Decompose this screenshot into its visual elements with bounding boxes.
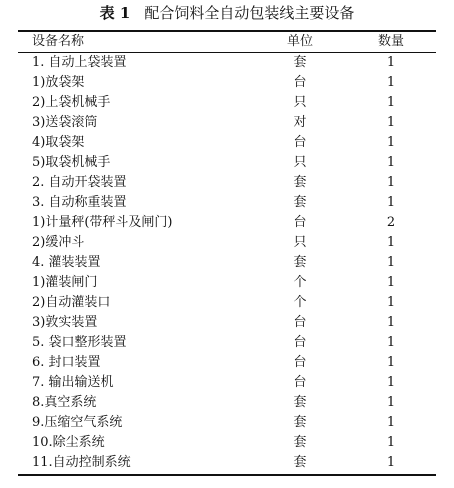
equipment-name-cell: 9.压缩空气系统 (32, 415, 123, 430)
column-header-name: 设备名称 (32, 34, 85, 49)
quantity-cell: 1 (386, 115, 396, 130)
table-row (18, 253, 436, 273)
table-row (18, 353, 436, 373)
column-header-quantity: 数量 (377, 34, 404, 49)
quantity-cell: 1 (386, 95, 396, 110)
table-header-row (18, 32, 436, 52)
table-row (18, 453, 436, 473)
table-row (18, 293, 436, 313)
table-row (18, 133, 436, 153)
unit-cell: 台 (293, 135, 307, 150)
table-row (18, 73, 436, 93)
column-header-unit: 单位 (286, 34, 313, 49)
equipment-name-cell: 2)自动灌装口 (32, 295, 111, 310)
table-row (18, 213, 436, 233)
unit-cell: 台 (293, 215, 307, 230)
equipment-name-cell: 11.自动控制系统 (32, 455, 131, 470)
quantity-cell: 1 (386, 255, 396, 270)
quantity-cell: 1 (386, 315, 396, 330)
unit-cell: 个 (293, 295, 307, 310)
unit-cell: 套 (293, 175, 307, 190)
unit-cell: 台 (293, 335, 307, 350)
quantity-cell: 1 (386, 55, 396, 70)
equipment-name-cell: 2)缓冲斗 (32, 235, 85, 250)
equipment-name-cell: 3)送袋滚筒 (32, 115, 98, 130)
unit-cell: 套 (293, 55, 307, 70)
quantity-cell: 1 (386, 195, 396, 210)
quantity-cell: 1 (386, 335, 396, 350)
table-row (18, 193, 436, 213)
equipment-name-cell: 4. 灌装装置 (32, 255, 101, 270)
unit-cell: 对 (293, 115, 307, 130)
quantity-cell: 1 (386, 75, 396, 90)
equipment-name-cell: 2. 自动开袋装置 (32, 175, 127, 190)
table-row (18, 413, 436, 433)
unit-cell: 套 (293, 195, 307, 210)
table-row (18, 433, 436, 453)
unit-cell: 套 (293, 395, 307, 410)
equipment-name-cell: 3. 自动称重装置 (32, 195, 127, 210)
unit-cell: 套 (293, 255, 307, 270)
table-number: 表 1 (99, 4, 131, 22)
equipment-name-cell: 5. 袋口整形装置 (32, 335, 127, 350)
quantity-cell: 2 (386, 215, 396, 230)
table-row (18, 233, 436, 253)
table-row (18, 333, 436, 353)
quantity-cell: 1 (386, 415, 396, 430)
equipment-table (18, 32, 436, 473)
unit-cell: 个 (293, 275, 307, 290)
equipment-name-cell: 1)计量秤(带秤斗及闸门) (32, 215, 173, 230)
table-row (18, 113, 436, 133)
table-row (18, 373, 436, 393)
unit-cell: 只 (293, 235, 307, 250)
equipment-name-cell: 8.真空系统 (32, 395, 97, 410)
bottom-rule (18, 474, 436, 476)
unit-cell: 套 (293, 415, 307, 430)
quantity-cell: 1 (386, 235, 396, 250)
unit-cell: 套 (293, 455, 307, 470)
equipment-name-cell: 1)放袋架 (32, 75, 85, 90)
quantity-cell: 1 (386, 155, 396, 170)
quantity-cell: 1 (386, 375, 396, 390)
unit-cell: 台 (293, 315, 307, 330)
equipment-name-cell: 1)灌装闸门 (32, 275, 98, 290)
equipment-name-cell: 1. 自动上袋装置 (32, 55, 127, 70)
table-row (18, 153, 436, 173)
quantity-cell: 1 (386, 455, 396, 470)
quantity-cell: 1 (386, 275, 396, 290)
equipment-name-cell: 7. 输出输送机 (32, 375, 114, 390)
table-row (18, 52, 436, 73)
quantity-cell: 1 (386, 295, 396, 310)
table-row (18, 393, 436, 413)
table-caption (0, 2, 454, 24)
quantity-cell: 1 (386, 435, 396, 450)
equipment-name-cell: 6. 封口装置 (32, 355, 101, 370)
equipment-name-cell: 10.除尘系统 (32, 435, 105, 450)
equipment-name-cell: 5)取袋机械手 (32, 155, 111, 170)
equipment-name-cell: 4)取袋架 (32, 135, 85, 150)
table-row (18, 173, 436, 193)
table-row (18, 273, 436, 293)
quantity-cell: 1 (386, 355, 396, 370)
table-row (18, 313, 436, 333)
quantity-cell: 1 (386, 135, 396, 150)
unit-cell: 套 (293, 435, 307, 450)
unit-cell: 台 (293, 355, 307, 370)
unit-cell: 只 (293, 155, 307, 170)
equipment-name-cell: 2)上袋机械手 (32, 95, 111, 110)
quantity-cell: 1 (386, 175, 396, 190)
equipment-name-cell: 3)敦实装置 (32, 315, 98, 330)
quantity-cell: 1 (386, 395, 396, 410)
table-title: 配合饲料全自动包装线主要设备 (144, 4, 355, 22)
unit-cell: 只 (293, 95, 307, 110)
unit-cell: 台 (293, 75, 307, 90)
table-row (18, 93, 436, 113)
unit-cell: 台 (293, 375, 307, 390)
